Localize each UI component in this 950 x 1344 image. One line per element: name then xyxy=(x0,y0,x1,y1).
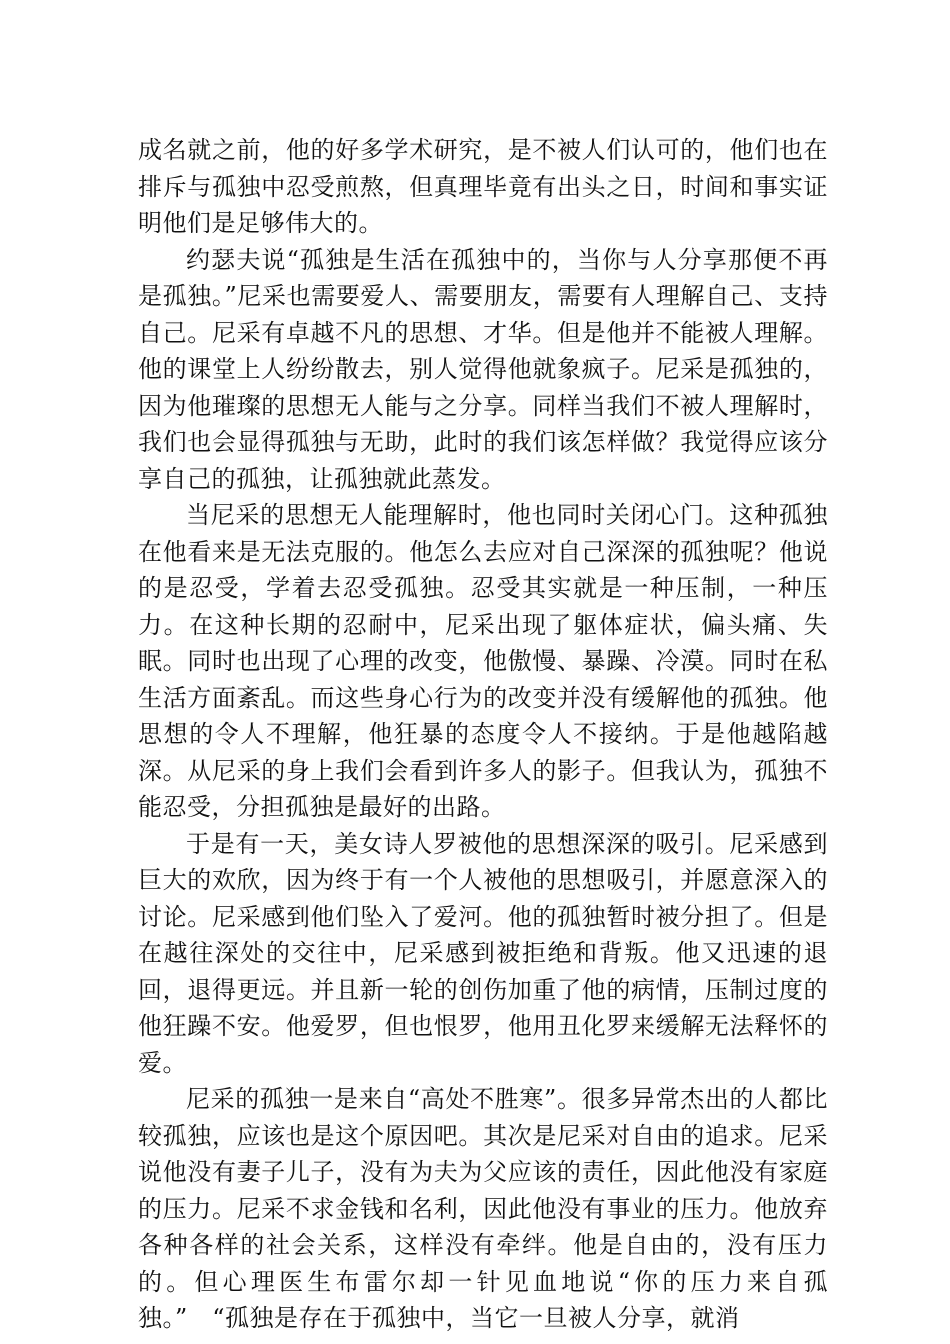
paragraph-loneliness-source: 尼采的孤独一是来自“高处不胜寒”。很多异常杰出的人都比较孤独，应该也是这个原因吧。其次是尼采对自由的追求。尼采说他没有妻子儿子，没有为夫为父应该的责任，因此他没有家庭的压力。尼采不求金钱和名利，因此他没有事业的压力。他放弃各种各样的社会关系，这样没有牵绊。他是自由的，没有压力的。但心理医生布雷尔却一针见血地说“你的压力来自孤独。” “孤独是存在于孤独中，当它一旦被人分享，就消 xyxy=(138,1085,828,1332)
paragraph-continuation: 成名就之前，他的好多学术研究，是不被人们认可的，他们也在排斥与孤独中忍受煎熬，但真理毕竟有出头之日，时间和事实证明他们是足够伟大的。 xyxy=(138,136,828,237)
paragraph-joseph-quote: 约瑟夫说“孤独是生活在孤独中的，当你与人分享那便不再是孤独。”尼采也需要爱人、需要朋友，需要有人理解自己、支持自己。尼采有卓越不凡的思想、才华。但是他并不能被人理解。他的课堂上人纷纷散去，别人觉得他就象疯子。尼采是孤独的，因为他璀璨的思想无人能与之分享。同样当我们不被人理解时，我们也会显得孤独与无助，此时的我们该怎样做？我觉得应该分享自己的孤独，让孤独就此蒸发。 xyxy=(138,245,828,493)
article-body xyxy=(138,132,828,1337)
paragraph-lou-salome: 于是有一天，美女诗人罗被他的思想深深的吸引。尼采感到巨大的欢欣，因为终于有一个人被他的思想吸引，并愿意深入的讨论。尼采感到他们坠入了爱河。他的孤独暂时被分担了。但是在越往深处的交往中，尼采感到被拒绝和背叛。他又迅速的退回，退得更远。并且新一轮的创伤加重了他的病情，压制过度的他狂躁不安。他爱罗，但也恨罗，他用丑化罗来缓解无法释怀的爱。 xyxy=(138,829,828,1077)
paragraph-nietzsche-endurance: 当尼采的思想无人能理解时，他也同时关闭心门。这种孤独在他看来是无法克服的。他怎么去应对自己深深的孤独呢？他说的是忍受，学着去忍受孤独。忍受其实就是一种压制，一种压力。在这种长期的忍耐中，尼采出现了躯体症状，偏头痛、失眠。同时也出现了心理的改变，他傲慢、暴躁、冷漠。同时在私生活方面紊乱。而这些身心行为的改变并没有缓解他的孤独。他思想的令人不理解，他狂暴的态度令人不接纳。于是他越陷越深。从尼采的身上我们会看到许多人的影子。但我认为，孤独不能忍受，分担孤独是最好的出路。 xyxy=(138,501,828,821)
